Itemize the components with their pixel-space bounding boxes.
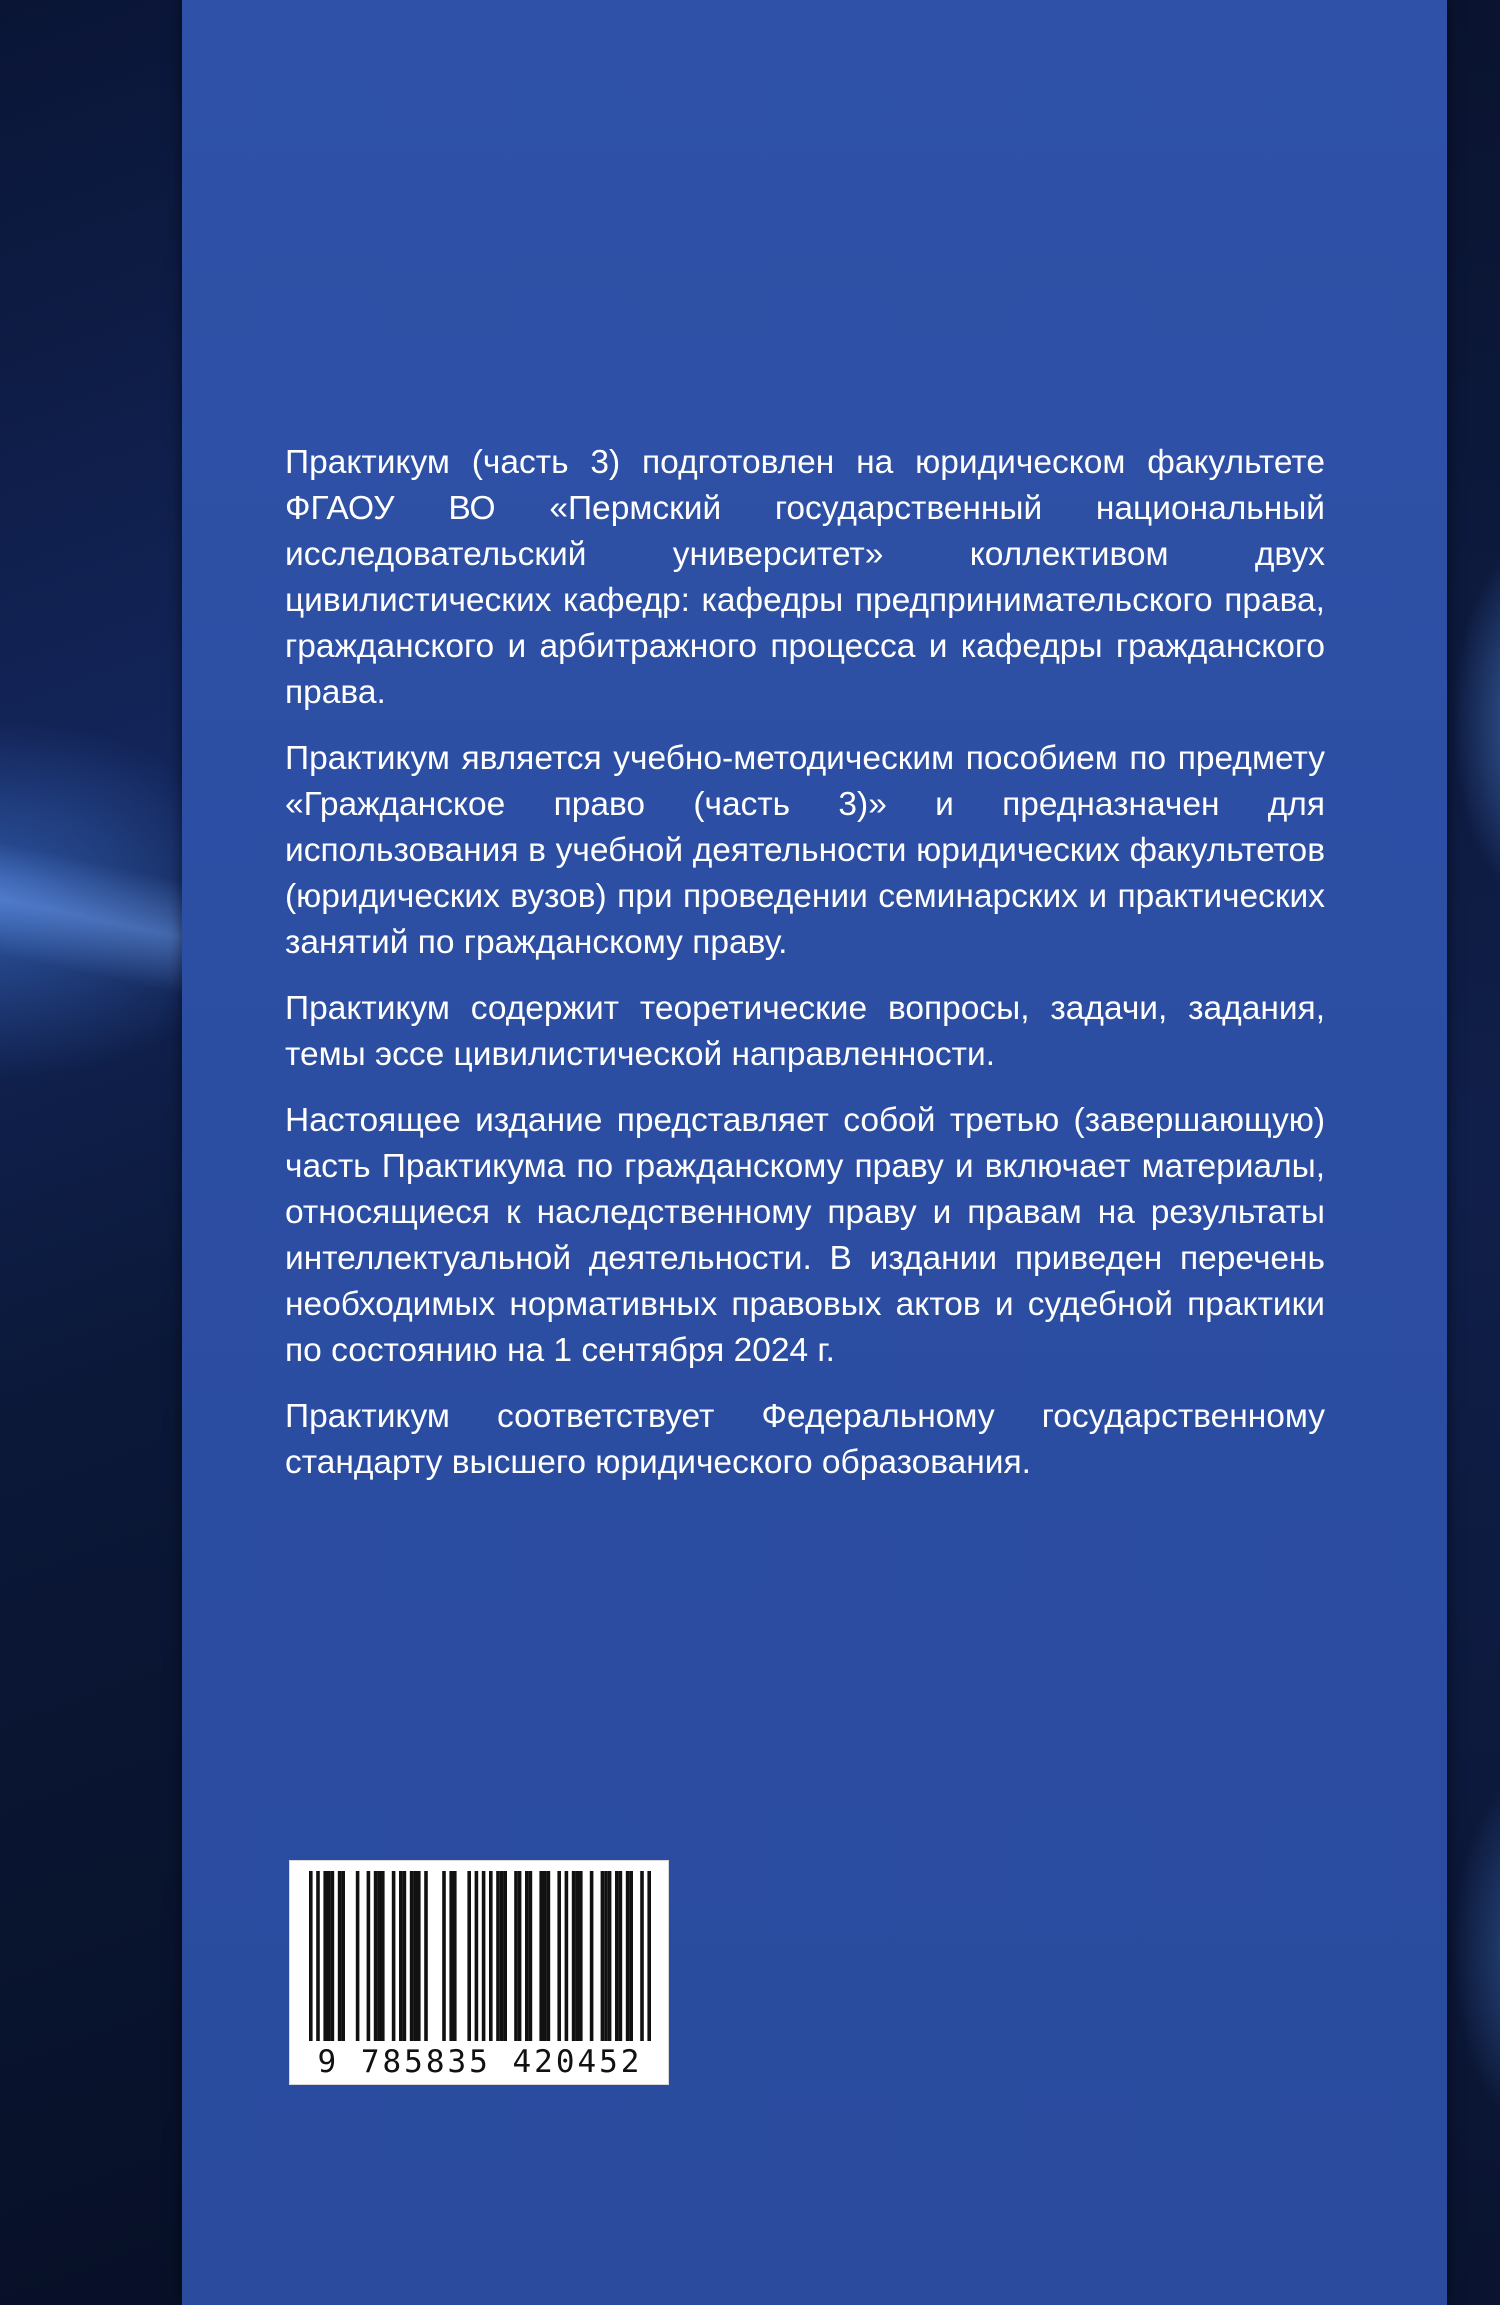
right-background-panel (1447, 0, 1500, 2305)
barcode-bar (316, 1871, 320, 2041)
barcode-bar (410, 1871, 414, 2041)
barcode-bar (647, 1871, 651, 2041)
barcode-bar (525, 1871, 529, 2041)
annotation-text (285, 440, 1325, 1506)
barcode-bar (539, 1871, 543, 2041)
barcode-bar (403, 1871, 407, 2041)
barcode-bar (615, 1871, 619, 2041)
barcode-bars (290, 1861, 670, 2046)
barcode-bar (601, 1871, 605, 2041)
barcode-bar (392, 1871, 396, 2041)
barcode-bar (608, 1871, 612, 2041)
barcode-bar (604, 1871, 608, 2041)
barcode-bar (590, 1871, 594, 2041)
barcode-bar (496, 1871, 500, 2041)
barcode-bar (327, 1871, 331, 2041)
isbn-barcode (289, 1860, 669, 2085)
barcode-bar (575, 1871, 579, 2041)
barcode-bar (579, 1871, 583, 2041)
barcode-bar (640, 1871, 644, 2041)
barcode-bar (424, 1871, 428, 2041)
barcode-bar (442, 1871, 446, 2041)
barcode-bar (449, 1871, 453, 2041)
barcode-bar (399, 1871, 403, 2041)
barcode-bar (572, 1871, 576, 2041)
paragraph-4: Настоящее издание представляет собой третью (завершающую) часть Практикума по гражданскому праву и включает материалы, относящиеся к наследственному праву и правам на результаты интеллектуальной деятельности. В издании приведен перечень необходимых нормативных правовых актов и судебной практики по состоянию на 1 сентября 2024 г. (285, 1102, 1325, 1369)
barcode-bar (413, 1871, 417, 2041)
barcode-bar (467, 1871, 471, 2041)
barcode-bar (341, 1871, 345, 2041)
barcode-bar (557, 1871, 561, 2041)
barcode-bar (514, 1871, 518, 2041)
barcode-bar (309, 1871, 313, 2041)
barcode-bar (381, 1871, 385, 2041)
barcode-bar (356, 1871, 360, 2041)
barcode-bar (619, 1871, 623, 2041)
paragraph-5: Практикум соответствует Федеральному государственному стандарту высшего юридического образования. (285, 1398, 1325, 1481)
barcode-bar (323, 1871, 327, 2041)
barcode-digits: 9 785835 420452 (317, 2044, 643, 2080)
barcode-bar (547, 1871, 551, 2041)
paragraph-1: Практикум (часть 3) подготовлен на юридическом факультете ФГАОУ ВО «Пермский государственный национальный исследовательский университет» коллективом двух цивилистических кафедр: кафедры предпринимательского права, гражданского и арбитражного процесса и кафедры гражданского права. (285, 444, 1325, 711)
barcode-bar (543, 1871, 547, 2041)
barcode-bar (629, 1871, 633, 2041)
barcode-bar (374, 1871, 378, 2041)
barcode-bar (518, 1871, 522, 2041)
barcode-bar (489, 1871, 493, 2041)
barcode-bar (500, 1871, 504, 2041)
barcode-bar (482, 1871, 486, 2041)
barcode-bar (503, 1871, 507, 2041)
barcode-bar (417, 1871, 421, 2041)
barcode-bar (453, 1871, 457, 2041)
left-background-panel (0, 0, 182, 2305)
barcode-bar (529, 1871, 533, 2041)
barcode-bar (367, 1871, 371, 2041)
barcode-bar (338, 1871, 342, 2041)
barcode-bar (475, 1871, 479, 2041)
barcode-bar (331, 1871, 335, 2041)
barcode-bar (377, 1871, 381, 2041)
barcode-bar (565, 1871, 569, 2041)
paragraph-3: Практикум содержит теоретические вопросы, задачи, задания, темы эссе цивилистической направленности. (285, 990, 1325, 1073)
paragraph-2: Практикум является учебно-методическим пособием по предмету «Гражданское право (часть 3)» и предназначен для использования в учебной деятельности юридических факультетов (юридических вузов) при проведении семинарских и практических занятий по гражданскому праву. (285, 740, 1325, 961)
barcode-bar (626, 1871, 630, 2041)
